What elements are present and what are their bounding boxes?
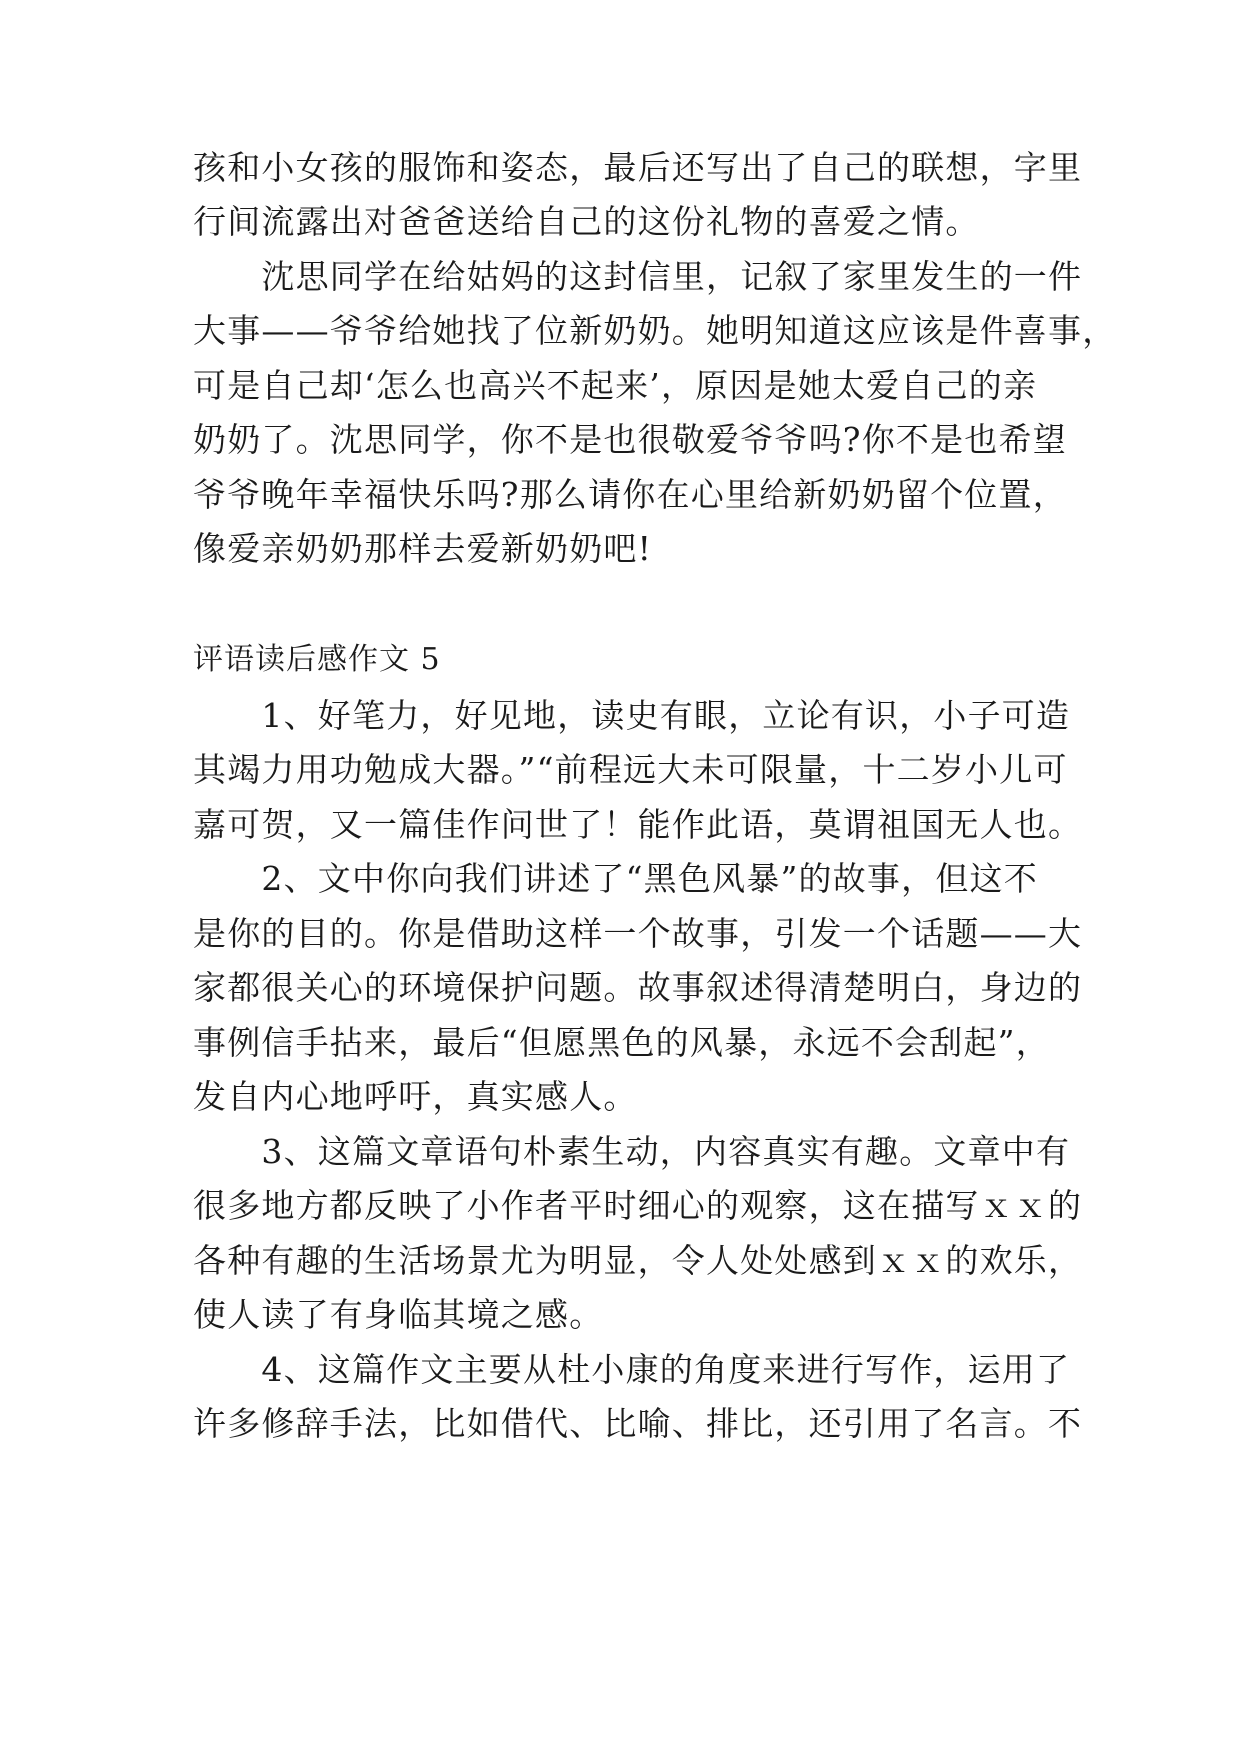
text-line: 像爱亲奶奶那样去爱新奶奶吧! (193, 529, 653, 568)
text-line: 4、这篇作文主要从杜小康的角度来进行写作，运用了 (193, 1350, 1071, 1389)
text-line: 事例信手拈来，最后“但愿黑色的风暴，永远不会刮起”， (193, 1023, 1050, 1062)
text-line: 是你的目的。你是借助这样一个故事，引发一个话题——大 (193, 914, 1083, 953)
text-line: 可是自己却‘怎么也高兴不起来’，原因是她太爱自己的亲 (193, 366, 1038, 405)
text-line: 发自内心地呼吁，真实感人。 (193, 1077, 638, 1116)
text-line: 嘉可贺，又一篇佳作问世了！能作此语，莫谓祖国无人也。 (193, 805, 1083, 844)
text-line: 很多地方都反映了小作者平时细心的观察，这在描写ｘｘ的 (193, 1186, 1083, 1225)
text-line: 奶奶了。沈思同学，你不是也很敬爱爷爷吗?你不是也希望 (193, 420, 1067, 459)
text-line: 各种有趣的生活场景尤为明显，令人处处感到ｘｘ的欢乐， (193, 1241, 1083, 1280)
section-heading: 评语读后感作文 5 (193, 642, 441, 677)
text-line: 沈思同学在给姑妈的这封信里，记叙了家里发生的一件 (193, 257, 1083, 296)
text-line: 1、好笔力，好见地，读史有眼，立论有识，小子可造 (193, 696, 1071, 735)
text-line: 3、这篇文章语句朴素生动，内容真实有趣。文章中有 (193, 1132, 1071, 1171)
text-line: 爷爷晚年幸福快乐吗?那么请你在心里给新奶奶留个位置， (193, 475, 1067, 514)
text-line: 2、文中你向我们讲述了“黑色风暴”的故事，但这不 (193, 859, 1038, 898)
text-line: 使人读了有身临其境之感。 (193, 1295, 604, 1334)
text-line: 许多修辞手法，比如借代、比喻、排比，还引用了名言。不 (193, 1404, 1083, 1443)
text-line: 其竭力用功勉成大器。”“前程远大未可限量，十二岁小儿可 (193, 750, 1068, 789)
text-line: 家都很关心的环境保护问题。故事叙述得清楚明白，身边的 (193, 968, 1083, 1007)
text-line: 行间流露出对爸爸送给自己的这份礼物的喜爱之情。 (193, 202, 980, 241)
text-line: 大事——爷爷给她找了位新奶奶。她明知道这应该是件喜事， (193, 311, 1117, 350)
text-line: 孩和小女孩的服饰和姿态，最后还写出了自己的联想，字里 (193, 148, 1083, 187)
